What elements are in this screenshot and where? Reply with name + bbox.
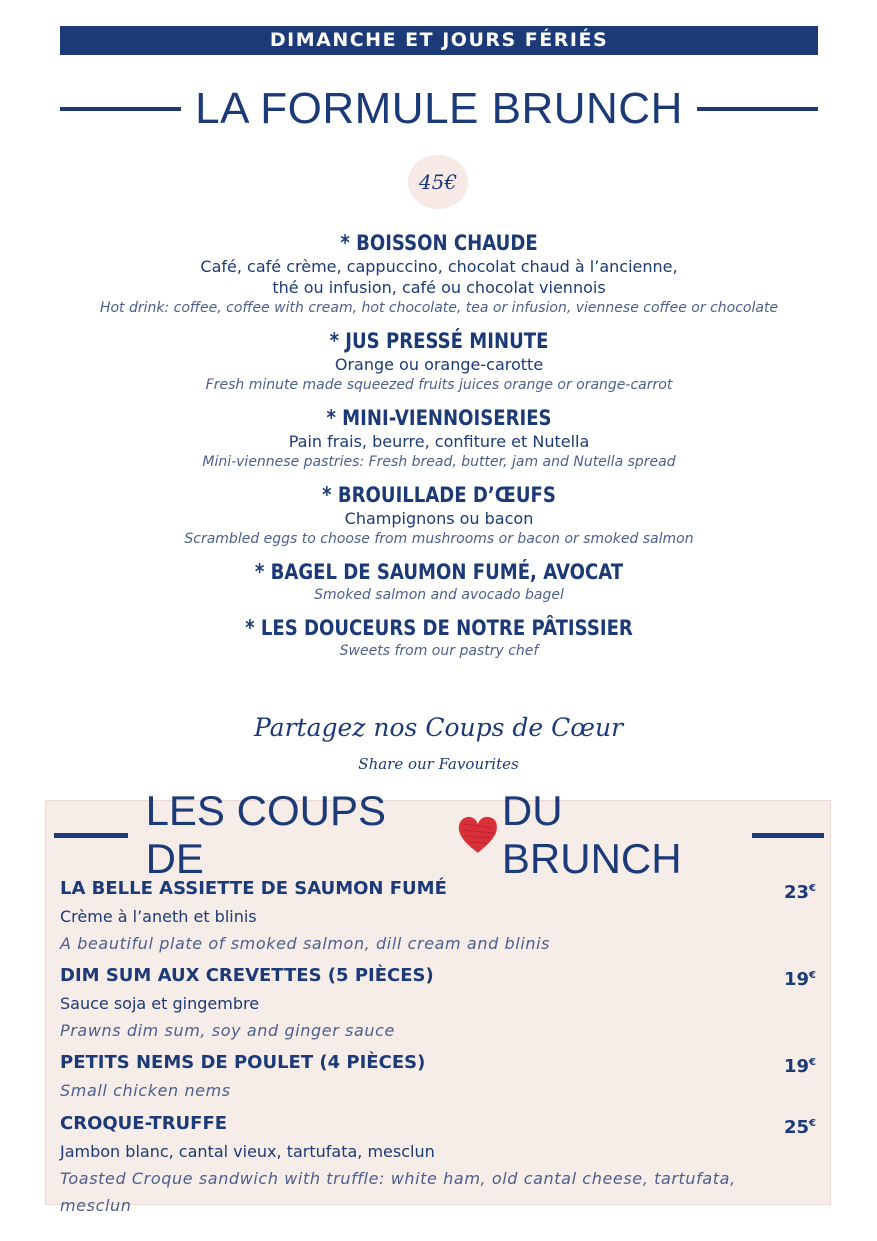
menu-item bbox=[40, 328, 838, 395]
item-description-fr: Champignons ou bacon bbox=[344, 509, 534, 528]
currency-symbol: € bbox=[809, 1118, 816, 1129]
dish-description-fr: Crème à l’aneth et blinis bbox=[60, 907, 257, 926]
menu-item bbox=[40, 615, 838, 661]
menu-item bbox=[40, 559, 838, 605]
item-description-en: Smoked salmon and avocado bagel bbox=[314, 587, 564, 603]
item-title: * BOISSON CHAUDE bbox=[340, 231, 538, 255]
dish-description-en: Small chicken nems bbox=[60, 1081, 231, 1100]
dish-description-fr: Jambon blanc, cantal vieux, tartufata, mesclun bbox=[60, 1142, 435, 1161]
dish-name: CROQUE-TRUFFE bbox=[60, 1113, 228, 1134]
currency-symbol: € bbox=[809, 1057, 816, 1068]
dish-price bbox=[784, 1110, 816, 1142]
share-heading: Partagez nos Coups de Cœur bbox=[253, 713, 624, 742]
menu-item bbox=[40, 482, 838, 549]
dish-row bbox=[60, 875, 816, 957]
formula-items bbox=[40, 230, 838, 671]
item-title: * BROUILLADE D’ŒUFS bbox=[322, 483, 556, 507]
item-title: * BAGEL DE SAUMON FUMÉ, AVOCAT bbox=[254, 560, 624, 584]
favourites-title bbox=[146, 787, 753, 883]
dish-row bbox=[60, 1049, 816, 1104]
favourites-rule-right bbox=[752, 833, 824, 838]
dish-price-value: 25 bbox=[783, 1117, 810, 1138]
item-description-fr: Pain frais, beurre, confiture et Nutella bbox=[288, 432, 590, 451]
dish-description-en: Prawns dim sum, soy and ginger sauce bbox=[60, 1021, 395, 1040]
page-title: LA FORMULE BRUNCH bbox=[195, 84, 683, 133]
dish-name: DIM SUM AUX CREVETTES (5 PIÈCES) bbox=[60, 965, 434, 986]
dish-row bbox=[60, 1110, 816, 1219]
item-description-en: Hot drink: coffee, coffee with cream, hot chocolate, tea or infusion, viennese coffee or chocolate bbox=[99, 300, 779, 316]
dish-description-en: A beautiful plate of smoked salmon, dill cream and blinis bbox=[60, 934, 551, 953]
dish-name: LA BELLE ASSIETTE DE SAUMON FUMÉ bbox=[60, 878, 447, 899]
item-description-en: Scrambled eggs to choose from mushrooms or bacon or smoked salmon bbox=[184, 531, 694, 547]
menu-item bbox=[40, 230, 838, 318]
dish-description-en: Toasted Croque sandwich with truffle: white ham, old cantal cheese, tartufata, mesclun bbox=[60, 1169, 736, 1215]
item-description-fr: Café, café crème, cappuccino, chocolat chaud à l’ancienne, bbox=[200, 257, 678, 276]
dish-price bbox=[784, 1049, 816, 1081]
favourites-title-row bbox=[54, 787, 824, 882]
share-subheading: Share our Favourites bbox=[358, 755, 519, 773]
item-description-en: Mini-viennese pastries: Fresh bread, butter, jam and Nutella spread bbox=[202, 454, 676, 470]
favourites-title-right: DU BRUNCH bbox=[501, 787, 682, 882]
item-title: * MINI-VIENNOISERIES bbox=[326, 406, 552, 430]
dish-description-fr: Sauce soja et gingembre bbox=[60, 994, 260, 1013]
favourites-rule-left bbox=[54, 833, 128, 838]
dish-row bbox=[60, 962, 816, 1044]
item-description-en: Fresh minute made squeezed fruits juices orange or orange-carrot bbox=[205, 377, 673, 393]
currency-symbol: € bbox=[809, 970, 816, 981]
dish-price bbox=[784, 962, 816, 994]
dish-price-value: 23 bbox=[783, 882, 810, 903]
heart-icon bbox=[456, 814, 500, 856]
favourites-title-left: LES COUPS DE bbox=[145, 787, 386, 882]
formula-title-row bbox=[60, 78, 818, 140]
dish-price bbox=[784, 875, 816, 907]
currency-symbol: € bbox=[809, 883, 816, 894]
favourites-box bbox=[45, 787, 831, 1215]
formula-price-badge: 45€ bbox=[408, 155, 468, 209]
day-banner: DIMANCHE ET JOURS FÉRIÉS bbox=[60, 26, 818, 55]
item-title: * JUS PRESSÉ MINUTE bbox=[329, 329, 549, 353]
item-description-fr: thé ou infusion, café ou chocolat viennois bbox=[272, 278, 606, 297]
dish-price-value: 19 bbox=[783, 969, 810, 990]
dish-name: PETITS NEMS DE POULET (4 PIÈCES) bbox=[60, 1052, 426, 1073]
item-description-en: Sweets from our pastry chef bbox=[339, 643, 539, 659]
menu-item bbox=[40, 405, 838, 472]
title-rule-right bbox=[697, 107, 818, 111]
item-title: * LES DOUCEURS DE NOTRE PÂTISSIER bbox=[245, 616, 633, 640]
dish-price-value: 19 bbox=[783, 1056, 810, 1077]
title-rule-left bbox=[60, 107, 181, 111]
item-description-fr: Orange ou orange-carotte bbox=[334, 355, 544, 374]
